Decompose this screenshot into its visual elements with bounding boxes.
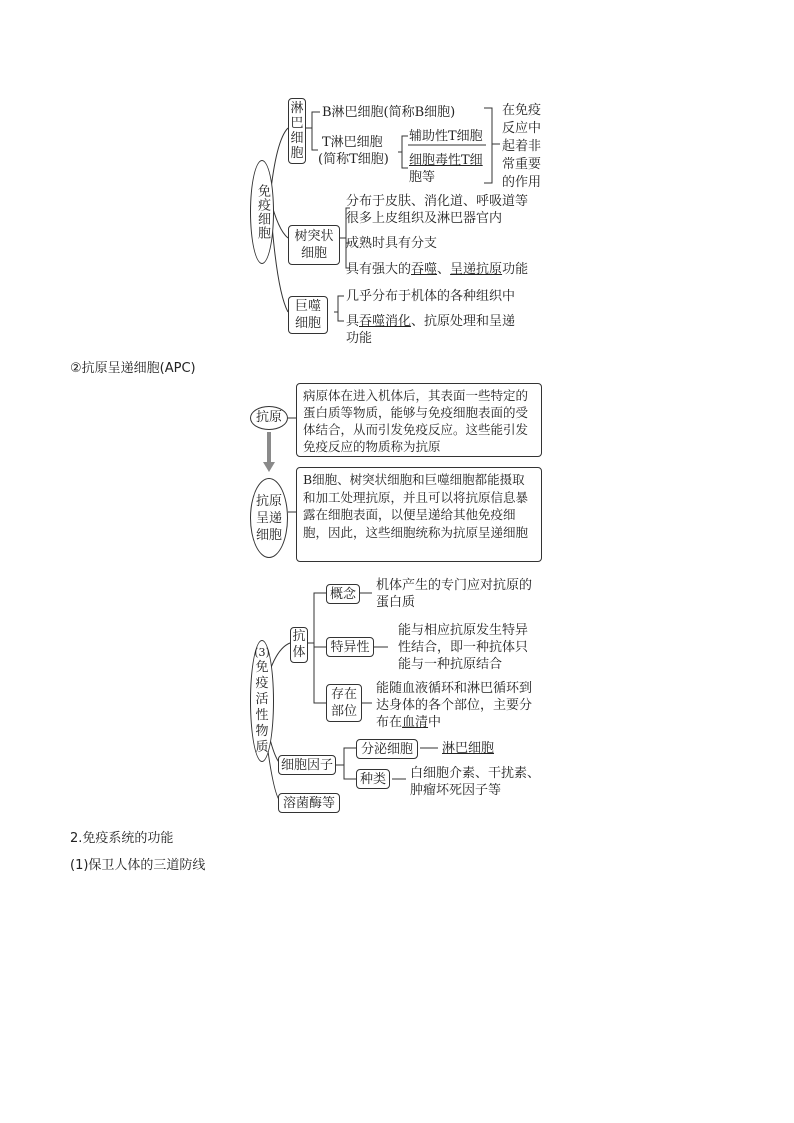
antigen-label: 抗原	[255, 410, 282, 425]
cytotoxic-t-cell-text-1	[409, 152, 483, 169]
loc-desc-3	[376, 714, 441, 731]
lysozyme-box	[278, 793, 340, 813]
location-box	[326, 684, 362, 722]
loc-desc-3-post: 中	[428, 715, 442, 730]
loc-desc-2: 达身体的各个部位，主要分	[376, 698, 533, 713]
apc-label: 抗原呈递细胞	[255, 493, 282, 543]
macrophage-label: 巨噬细胞	[294, 299, 321, 331]
concept-box	[326, 584, 360, 604]
active-substances-root	[250, 640, 274, 762]
cytotoxic-t-cell-text-2: 胞等	[409, 170, 436, 185]
b-cell-text: B淋巴细胞(简称B细胞)	[322, 105, 456, 120]
macrophage-p2-post: 、抗原处理和呈递	[411, 314, 516, 329]
cytokine-box	[278, 755, 336, 775]
loc-desc-3-pre: 布在	[376, 715, 403, 730]
antigen-desc-box	[296, 383, 542, 457]
active-root-label: 免疫活性物质	[255, 660, 269, 755]
concept-desc-1: 机体产生的专门应对抗原的	[376, 578, 533, 593]
section-2-heading: 2.免疫系统的功能	[70, 831, 174, 846]
dendritic-p1-line2: 很多上皮组织及淋巴器官内	[346, 211, 503, 226]
antigen-desc: 病原体在进入机体后，其表面一些特定的蛋白质等物质，能够与免疫细胞表面的受体结合，从而引发免疫反应。这些能引发免疫反应的物质称为抗原	[303, 388, 529, 454]
macrophage-p2-line2: 功能	[346, 331, 373, 346]
helper-t-cell-text: 辅助性T细胞	[409, 129, 483, 144]
arrow-down-icon	[263, 432, 275, 472]
lymph-cell-box	[288, 98, 306, 164]
specificity-label: 特异性	[330, 639, 370, 655]
dendritic-p3-post: 功能	[502, 262, 529, 277]
specificity-box	[326, 637, 374, 657]
dendritic-p1-line1: 分布于皮肤、消化道、呼吸道等	[346, 194, 529, 209]
t-cell-text-1: T淋巴细胞	[322, 135, 383, 150]
apc-oval	[250, 478, 288, 558]
spec-desc-2: 性结合，即一种抗体只	[398, 640, 529, 655]
lymph-cell-label: 淋巴细胞	[290, 101, 304, 161]
dendritic-p3	[346, 261, 528, 278]
cytokine-label: 细胞因子	[280, 757, 333, 773]
secrete-label: 分泌细胞	[360, 741, 413, 757]
dendritic-p3-u1: 吞噬	[411, 262, 438, 277]
apc-heading: ②抗原呈递细胞(APC)	[70, 361, 196, 376]
immune-cells-root-label: 免疫细胞	[255, 184, 270, 240]
kinds-desc-2: 肿瘤坏死因子等	[410, 783, 502, 798]
secrete-box	[356, 739, 418, 759]
dendritic-cell-box	[288, 225, 340, 265]
dendritic-p2: 成熟时具有分支	[346, 236, 438, 251]
spec-desc-1: 能与相应抗原发生特异	[398, 623, 529, 638]
kinds-label: 种类	[359, 771, 386, 787]
macrophage-box	[288, 296, 328, 334]
dendritic-cell-label: 树突状细胞	[294, 229, 334, 261]
active-num: (3)	[254, 646, 270, 659]
concept-desc-2: 蛋白质	[376, 595, 416, 610]
dendritic-p3-mid: 、	[437, 262, 451, 277]
macrophage-p2	[346, 313, 515, 330]
secrete-value	[442, 740, 494, 757]
immune-cells-root	[250, 160, 274, 264]
kinds-desc-1: 白细胞介素、干扰素、	[410, 766, 541, 781]
section-2-subheading: (1)保卫人体的三道防线	[70, 858, 206, 873]
antibody-label: 抗体	[292, 629, 306, 660]
antibody-box	[290, 627, 308, 663]
kinds-box	[356, 769, 390, 789]
dendritic-p3-u2: 呈递抗原	[450, 262, 503, 277]
macrophage-p2-u: 吞噬消化	[359, 314, 412, 329]
t-cell-text-2: (简称T细胞)	[318, 152, 389, 167]
lysozyme-label: 溶菌酶等	[282, 795, 335, 811]
location-label: 存在部位	[330, 687, 357, 719]
lymph-role-text: 在免疫反应中起着非常重要的作用	[502, 103, 542, 190]
cytotoxic-t-cell-underlined: 细胞毒性T细	[409, 153, 483, 168]
macrophage-p1: 几乎分布于机体的各种组织中	[346, 289, 516, 304]
loc-desc-3-u: 血清	[402, 715, 429, 730]
apc-desc-box	[296, 467, 542, 562]
secrete-value-underlined: 淋巴细胞	[442, 741, 495, 756]
concept-label: 概念	[329, 586, 356, 602]
dendritic-p3-pre: 具有强大的	[346, 262, 412, 277]
spec-desc-3: 能与一种抗原结合	[398, 657, 503, 672]
loc-desc-1: 能随血液循环和淋巴循环到	[376, 681, 533, 696]
macrophage-p2-pre: 具	[346, 314, 360, 329]
apc-desc: B细胞、树突状细胞和巨噬细胞都能摄取和加工处理抗原，并且可以将抗原信息暴露在细胞表面，以便呈递给其他免疫细胞，因此，这些细胞统称为抗原呈递细胞	[303, 472, 529, 540]
antigen-oval	[250, 406, 288, 430]
